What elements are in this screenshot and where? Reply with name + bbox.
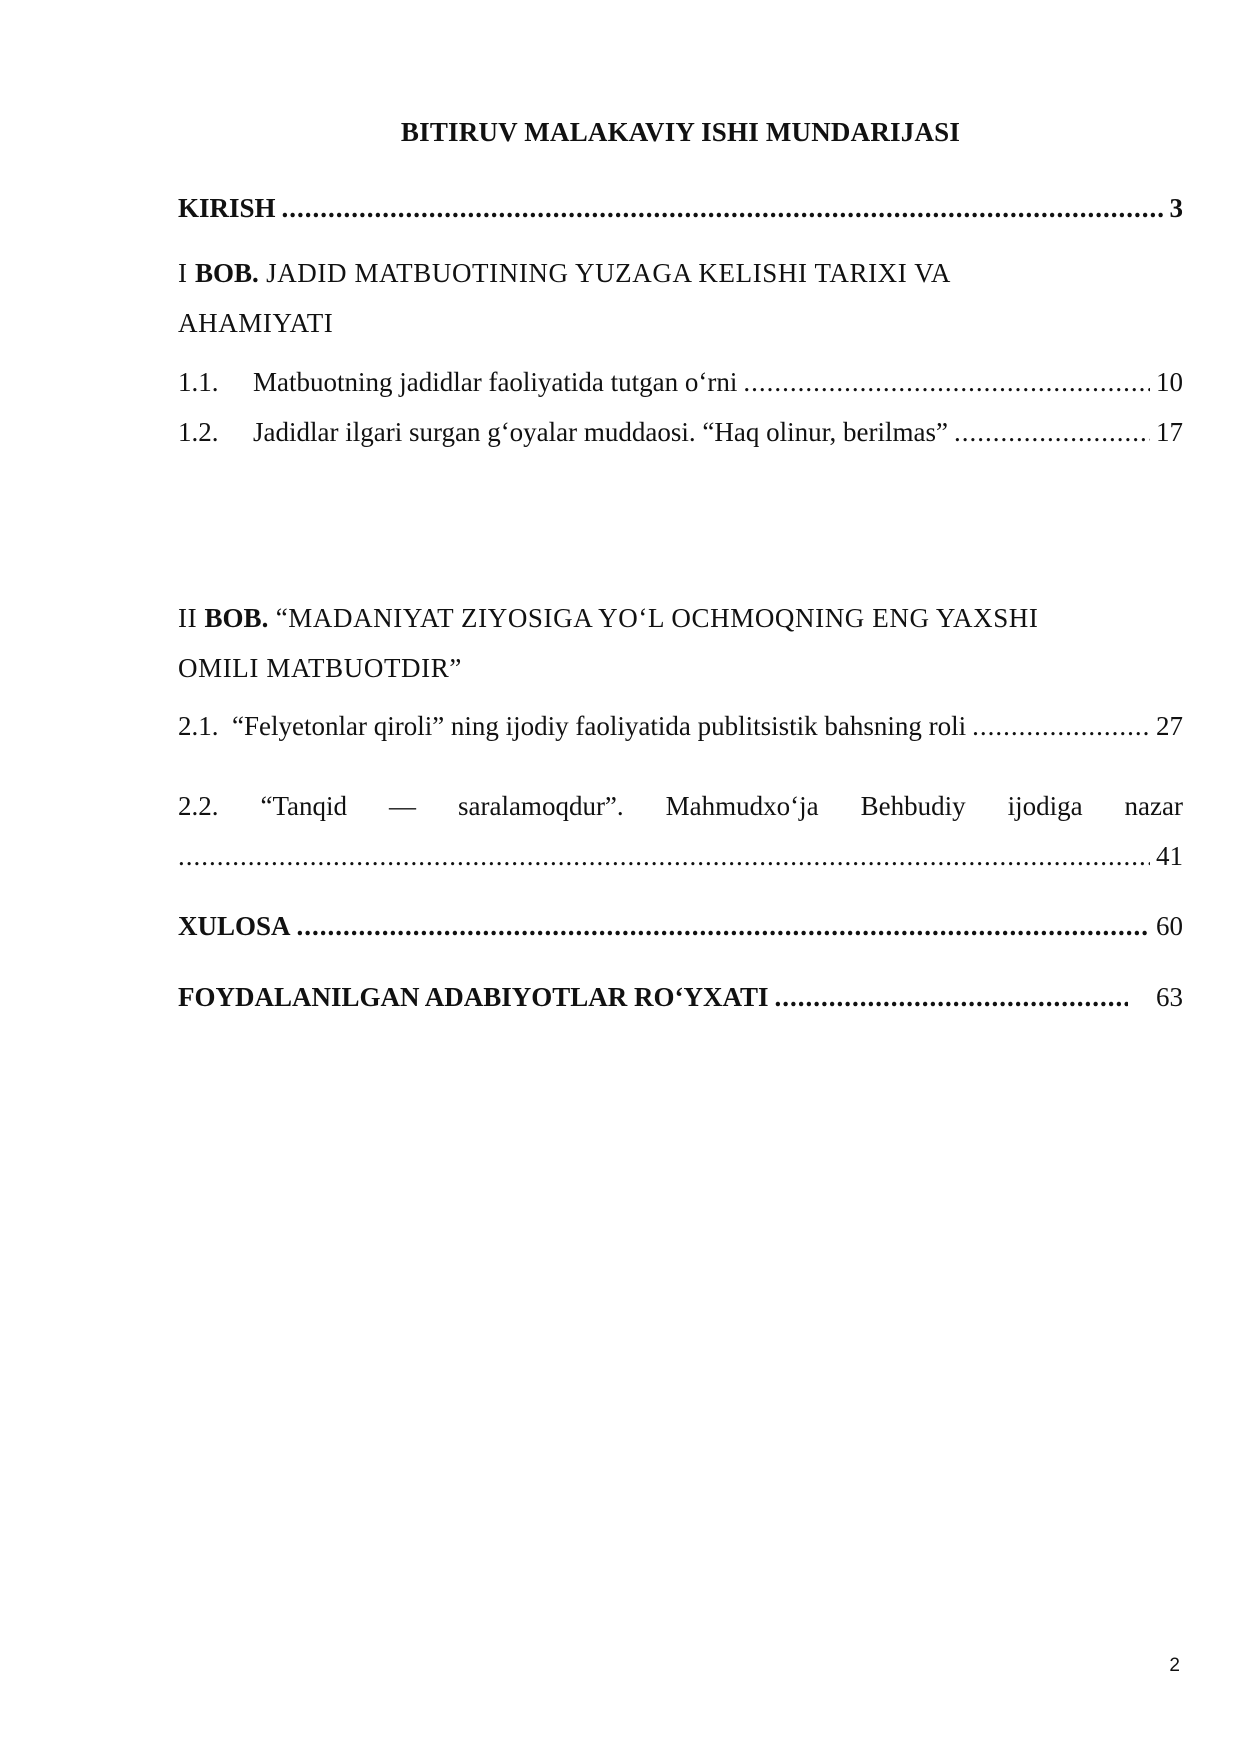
section-title: “Felyetonlar qiroli” ning ijodiy faoliyatida publitsistik bahsning roli bbox=[232, 711, 967, 741]
dot-leader bbox=[178, 834, 1150, 878]
chapter-title-line1: JADID MATBUOTINING YUZAGA KELISHI TARIXI VA bbox=[266, 258, 951, 288]
page-title: BITIRUV MALAKAVIY ISHI MUNDARIJASI bbox=[400, 117, 961, 147]
chapter-1-heading[interactable] bbox=[178, 248, 1183, 348]
chapter-label: BOB. bbox=[194, 258, 259, 288]
toc-entry-label: XULOSA bbox=[178, 911, 291, 941]
toc-page-number: 41 bbox=[1156, 841, 1183, 871]
dot-leader bbox=[282, 186, 1164, 230]
section-title: Matbuotning jadidlar faoliyatida tutgan o‘rni bbox=[253, 367, 738, 397]
section-title-word: ijodiga bbox=[1007, 791, 1083, 821]
toc-entry-references[interactable] bbox=[178, 975, 1183, 1019]
toc-page-number: 17 bbox=[1156, 417, 1183, 447]
toc-page-number: 27 bbox=[1156, 711, 1183, 741]
toc-entry-label: FOYDALANILGAN ADABIYOTLAR RO‘YXATI bbox=[178, 982, 769, 1012]
toc-entry-2-2[interactable] bbox=[178, 784, 1183, 828]
chapter-label: BOB. bbox=[204, 603, 269, 633]
section-number: 1.1. bbox=[178, 367, 219, 397]
chapter-title-line1: “MADANIYAT ZIYOSIGA YO‘L OCHMOQNING ENG YAXSHI bbox=[275, 603, 1039, 633]
chapter-title-line2: AHAMIYATI bbox=[178, 308, 334, 338]
chapter-title-line2: OMILI MATBUOTDIR” bbox=[178, 653, 462, 683]
section-title-word: — bbox=[389, 791, 417, 821]
dot-leader bbox=[743, 360, 1150, 404]
dot-leader bbox=[297, 904, 1150, 948]
section-title-word: saralamoqdur”. bbox=[457, 791, 624, 821]
toc-page-number: 10 bbox=[1156, 367, 1183, 397]
dot-leader bbox=[775, 975, 1128, 1019]
section-title-word: “Tanqid bbox=[260, 791, 348, 821]
toc-page-number: 60 bbox=[1156, 911, 1183, 941]
chapter-2-heading[interactable] bbox=[178, 593, 1183, 693]
dot-leader bbox=[972, 704, 1150, 748]
section-title-word: Behbudiy bbox=[860, 791, 966, 821]
toc-entry-label: KIRISH bbox=[178, 193, 276, 223]
chapter-prefix: I bbox=[178, 258, 188, 288]
toc-page-number: 3 bbox=[1169, 193, 1183, 223]
toc-entry-intro[interactable] bbox=[178, 186, 1183, 230]
toc-entry-conclusion[interactable] bbox=[178, 904, 1183, 948]
toc-page-number: 63 bbox=[1156, 982, 1183, 1012]
page-number: 2 bbox=[1169, 1655, 1180, 1676]
dot-leader bbox=[954, 410, 1150, 454]
toc-entry-1-2[interactable] bbox=[178, 410, 1183, 454]
toc-entry-1-1[interactable] bbox=[178, 360, 1183, 404]
section-title-word: nazar bbox=[1124, 791, 1183, 821]
toc-entry-2-2-leader[interactable] bbox=[178, 834, 1183, 878]
chapter-prefix: II bbox=[178, 603, 198, 633]
section-number: 2.2. bbox=[178, 791, 219, 821]
toc-entry-2-1[interactable] bbox=[178, 704, 1183, 748]
section-number: 1.2. bbox=[178, 417, 219, 447]
section-number: 2.1. bbox=[178, 711, 219, 741]
section-title-word: Mahmudxo‘ja bbox=[665, 791, 819, 821]
section-title: Jadidlar ilgari surgan g‘oyalar muddaosi. “Haq olinur, berilmas” bbox=[253, 417, 948, 447]
